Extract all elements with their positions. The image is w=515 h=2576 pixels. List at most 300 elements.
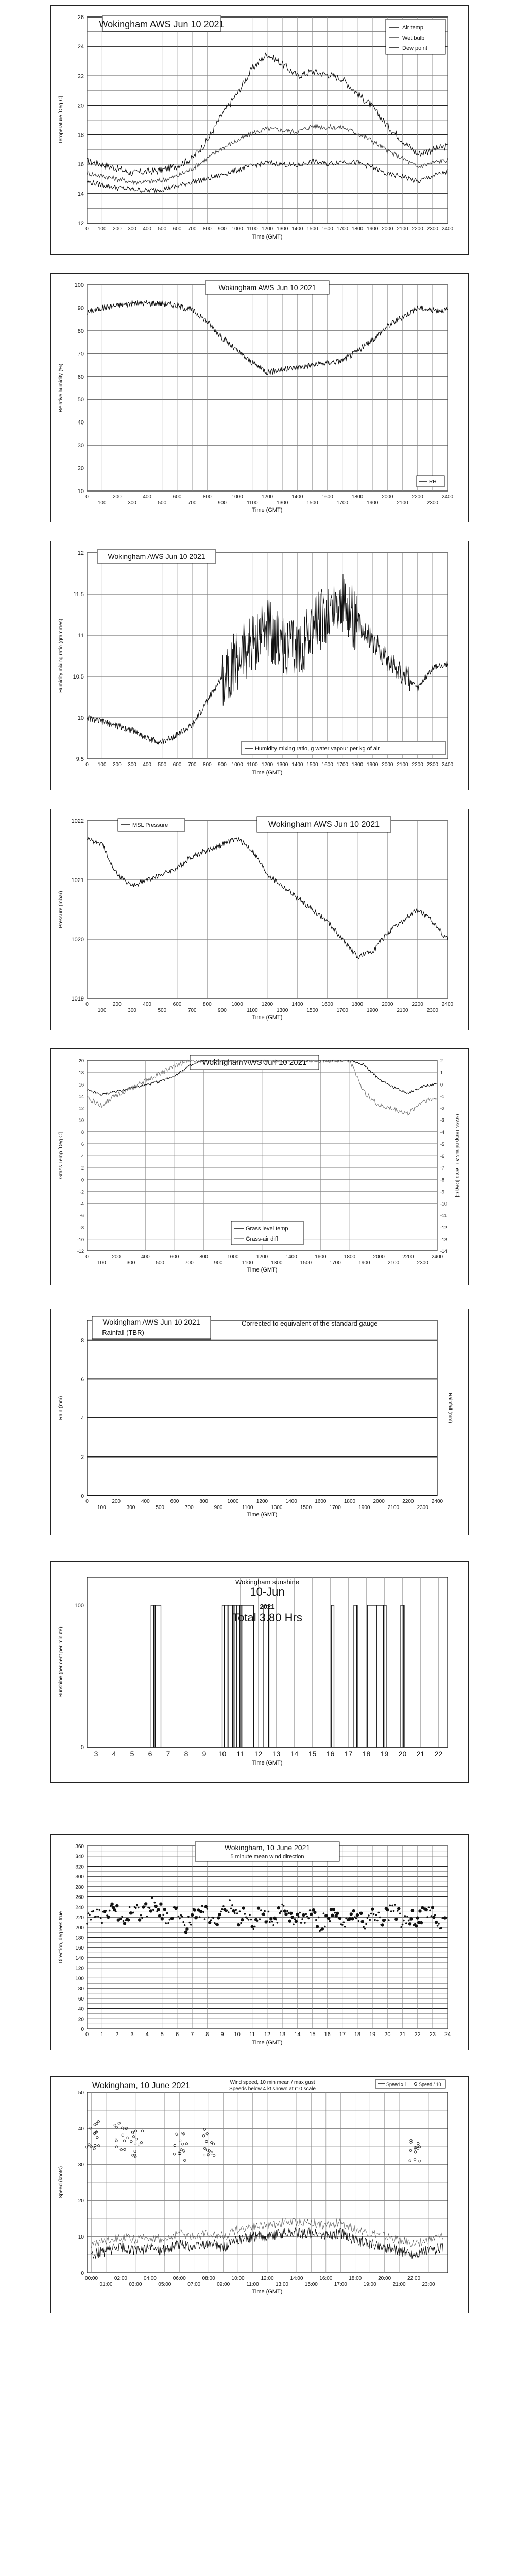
wind-direction-point [375, 1914, 377, 1916]
x-tick-label: 2100 [397, 226, 408, 232]
x-tick-label: 800 [199, 1254, 209, 1260]
x-tick-label: 1800 [351, 494, 364, 500]
y-tick-label: 220 [75, 1915, 84, 1921]
x-tick-label: 1700 [336, 1008, 348, 1013]
x-tick-label: 1500 [306, 1008, 318, 1013]
humidity-chart-panel [50, 273, 469, 522]
y-tick-label: 10 [77, 488, 84, 495]
wind-direction-point [327, 1917, 330, 1920]
wind-direction-point [167, 1922, 169, 1924]
x-tick-label: 500 [156, 1505, 165, 1511]
x-tick-label: 2200 [411, 226, 423, 232]
x-tick-label: 2400 [441, 762, 454, 768]
x-tick-label: 2000 [382, 1002, 393, 1007]
wind-direction-point [345, 1918, 347, 1920]
legend-label: Air temp [402, 25, 423, 31]
x-tick-label: 1900 [358, 1505, 370, 1511]
x-tick-label: 800 [202, 494, 212, 500]
x-tick-label: 07:00 [187, 2282, 201, 2287]
x-tick-label: 1700 [336, 500, 348, 506]
x-tick-label: 14:00 [290, 2276, 303, 2281]
x-tick-label: 1700 [329, 1505, 341, 1511]
x-tick-label: 2000 [382, 762, 393, 768]
x-tick-label: 18 [354, 2031, 361, 2038]
x-tick-label: 15:00 [304, 2282, 318, 2287]
wind-direction-point [295, 1920, 298, 1923]
x-tick-label: 1400 [291, 762, 303, 768]
x-tick-label: 22:00 [407, 2276, 421, 2281]
x-tick-label: 700 [184, 1260, 194, 1266]
chart-date: 10-Jun [250, 1585, 285, 1598]
wind-direction-point [140, 1914, 142, 1917]
wind-direction-point [429, 1910, 431, 1912]
x-tick-label: 3 [94, 1750, 98, 1758]
y2-tick-label: 0 [440, 1082, 443, 1088]
wind-direction-point [244, 1913, 246, 1915]
y-tick-label: 300 [75, 1874, 84, 1880]
x-tick-label: 9 [202, 1750, 207, 1758]
x-tick-label: 1300 [271, 1260, 283, 1266]
wind-direction-point [89, 1914, 91, 1916]
x-tick-label: 1600 [315, 1254, 327, 1260]
wind-direction-point [356, 1913, 359, 1917]
x-tick-label: 11:00 [246, 2282, 259, 2287]
y-axis-label: Speed (knots) [58, 2166, 64, 2199]
wind-direction-point [260, 1909, 262, 1911]
wind-direction-point [399, 1913, 401, 1915]
y-tick-label: 60 [77, 374, 84, 380]
y2-tick-label: -7 [440, 1165, 445, 1171]
legend-label: Dew point [402, 45, 427, 52]
wind-direction-point [141, 1917, 143, 1919]
wind-direction-point [121, 1916, 123, 1918]
wind-direction-point [217, 1916, 220, 1919]
wind-direction-point [163, 1908, 166, 1911]
wind-direction-point [202, 1911, 204, 1913]
wind-direction-point [157, 1908, 160, 1911]
y2-tick-label: 1 [440, 1070, 443, 1076]
wind-direction-point [394, 1918, 398, 1921]
chart-subtitle: Wind speed, 10 min mean / max gust [230, 2080, 315, 2086]
x-tick-label: 2100 [397, 1008, 408, 1013]
x-tick-label: 600 [173, 1002, 182, 1007]
wind-direction-point [159, 1902, 162, 1905]
wind-direction-point [254, 1926, 256, 1928]
wind-direction-point [355, 1918, 357, 1920]
x-axis-label: Time (GMT) [252, 770, 283, 776]
wind-direction-point [307, 1918, 310, 1920]
x-tick-label: 8 [205, 2031, 209, 2038]
x-tick-label: 2400 [431, 1499, 443, 1504]
wind-direction-point [379, 1917, 381, 1919]
x-tick-label: 13 [279, 2031, 286, 2038]
wind-direction-point [152, 1909, 154, 1911]
y-tick-label: 0 [81, 2027, 84, 2032]
wind-direction-point [259, 1918, 261, 1920]
chart-total: Total 3.80 Hrs [232, 1611, 302, 1624]
x-tick-label: 1300 [277, 1008, 288, 1013]
x-tick-label: 5 [160, 2031, 164, 2038]
x-tick-label: 06:00 [173, 2276, 186, 2281]
x-tick-label: 300 [128, 226, 136, 232]
wind-direction-chart-panel [50, 1834, 469, 2050]
y-tick-label: 50 [77, 397, 84, 403]
x-tick-label: 24 [444, 2031, 451, 2038]
wind-direction-point [321, 1927, 324, 1930]
x-tick-label: 2100 [387, 1260, 400, 1266]
wind-direction-point [109, 1910, 111, 1912]
pressure-chart-panel [50, 809, 469, 1030]
y-axis-label: Rain (mm) [58, 1396, 64, 1420]
x-tick-label: 2400 [441, 1002, 454, 1007]
wind-direction-point [184, 1924, 186, 1926]
wind-direction-point [384, 1919, 386, 1921]
x-tick-label: 2100 [387, 1505, 400, 1511]
wind-direction-point [210, 1919, 212, 1921]
y-tick-label: 6 [81, 1141, 84, 1147]
x-tick-label: 0 [85, 1254, 89, 1260]
wind-direction-point [251, 1925, 254, 1928]
legend-label: Grass level temp [246, 1226, 288, 1232]
y2-axis-label: Grass Temp minus Air Temp [Deg C] [454, 1114, 460, 1197]
plot-area [87, 1320, 437, 1496]
x-tick-label: 20 [384, 2031, 391, 2038]
wind-direction-point [440, 1927, 442, 1929]
y-tick-label: -2 [79, 1189, 84, 1195]
x-tick-label: 300 [126, 1260, 135, 1266]
wind-direction-point [289, 1912, 293, 1915]
chart-title: Wokingham AWS Jun 10 2021 [108, 552, 205, 561]
x-tick-label: 1600 [321, 226, 333, 232]
y-tick-label: 180 [75, 1935, 84, 1941]
wind-direction-point [241, 1918, 244, 1921]
y-tick-label: 240 [75, 1905, 84, 1911]
x-tick-label: 300 [128, 500, 136, 506]
x-tick-label: 1600 [321, 494, 333, 500]
x-tick-label: 23 [429, 2031, 436, 2038]
legend-label: Humidity mixing ratio, g water vapour per kg of air [255, 745, 380, 752]
wind-direction-point [129, 1906, 131, 1908]
x-tick-label: 20 [398, 1750, 407, 1758]
wind-direction-point [425, 1908, 428, 1911]
wind-direction-point [97, 1916, 99, 1918]
wind-speed-chart-panel [50, 2076, 469, 2313]
wind-direction-chart [51, 1835, 469, 2051]
wind-direction-point [376, 1920, 379, 1922]
x-tick-label: 500 [158, 500, 167, 506]
y-tick-label: 26 [77, 14, 84, 21]
y2-tick-label: -3 [440, 1117, 445, 1123]
x-tick-label: 16 [324, 2031, 331, 2038]
wind-direction-point [222, 1905, 225, 1907]
x-tick-label: 1600 [321, 1002, 333, 1007]
x-tick-label: 1700 [329, 1260, 341, 1266]
y-tick-label: 4 [81, 1415, 84, 1421]
x-tick-label: 1200 [256, 1254, 268, 1260]
x-tick-label: 21 [416, 1750, 425, 1758]
wind-direction-point [127, 1918, 130, 1921]
y-tick-label: 1019 [71, 996, 84, 1002]
wind-direction-point [135, 1907, 137, 1909]
x-tick-label: 17:00 [334, 2282, 347, 2287]
wind-direction-point [86, 1923, 88, 1925]
y2-tick-label: -5 [440, 1141, 445, 1147]
wind-direction-point [257, 1906, 260, 1909]
y-tick-label: 200 [75, 1925, 84, 1931]
x-axis-label: Time (GMT) [247, 1267, 278, 1273]
x-tick-label: 700 [187, 226, 197, 232]
wind-direction-point [434, 1914, 436, 1917]
wind-direction-point [374, 1919, 376, 1921]
wind-direction-point [179, 1918, 181, 1920]
x-tick-label: 00:00 [85, 2276, 98, 2281]
wind-direction-point [264, 1910, 266, 1912]
wind-direction-point [309, 1909, 311, 1911]
x-tick-label: 7 [166, 1750, 170, 1758]
wind-direction-point [435, 1921, 438, 1924]
x-tick-label: 01:00 [99, 2282, 113, 2287]
y2-tick-label: 2 [440, 1058, 443, 1063]
wind-direction-point [393, 1910, 395, 1912]
chart-title: Wokingham, 10 June 2021 [224, 1843, 311, 1852]
x-tick-label: 900 [218, 226, 227, 232]
legend-label: Speed / 10 [419, 2082, 441, 2087]
x-tick-label: 4 [145, 2031, 149, 2038]
x-tick-label: 1200 [261, 1002, 273, 1007]
wind-direction-point [161, 1917, 164, 1920]
wind-direction-point [199, 1916, 201, 1918]
wind-direction-point [286, 1910, 288, 1912]
y-axis-label: Direction, degrees true [58, 1911, 64, 1964]
wind-direction-point [358, 1920, 360, 1922]
x-tick-label: 1400 [291, 1002, 303, 1007]
x-tick-label: 1100 [247, 762, 258, 768]
x-tick-label: 600 [170, 1499, 179, 1504]
wind-direction-point [204, 1905, 208, 1908]
wind-direction-point [181, 1916, 183, 1918]
wind-direction-point [235, 1909, 237, 1911]
wind-direction-point [138, 1918, 141, 1921]
x-tick-label: 2000 [373, 1254, 385, 1260]
x-tick-label: 1000 [227, 1499, 239, 1504]
y2-tick-label: -9 [440, 1189, 445, 1195]
x-tick-label: 0 [85, 1002, 89, 1007]
wind-direction-point [288, 1920, 291, 1923]
wind-direction-point [369, 1919, 371, 1921]
y-axis-label: Humidity mixing ratio (grammes) [58, 619, 64, 693]
wind-direction-point [316, 1925, 319, 1928]
x-tick-label: 05:00 [158, 2282, 171, 2287]
x-tick-label: 2300 [426, 500, 438, 506]
x-tick-label: 1300 [277, 500, 288, 506]
y-tick-label: 10 [77, 715, 84, 721]
x-tick-label: 15 [309, 2031, 316, 2038]
x-tick-label: 1200 [256, 1499, 268, 1504]
x-tick-label: 14 [294, 2031, 301, 2038]
wind-direction-point [277, 1922, 279, 1924]
x-tick-label: 2200 [402, 1254, 414, 1260]
x-tick-label: 2400 [441, 226, 454, 232]
x-tick-label: 600 [170, 1254, 179, 1260]
chart-title: Wokingham AWS Jun 10 2021 [202, 1058, 307, 1067]
x-tick-label: 1900 [367, 1008, 379, 1013]
wind-direction-point [338, 1917, 341, 1920]
wind-direction-point [249, 1914, 251, 1916]
wind-direction-point [207, 1908, 209, 1910]
wind-direction-point [315, 1919, 317, 1921]
x-tick-label: 14 [290, 1750, 299, 1758]
wind-direction-point [115, 1910, 117, 1912]
wind-direction-point [226, 1910, 228, 1912]
x-tick-label: 600 [173, 226, 182, 232]
x-tick-label: 1500 [306, 500, 318, 506]
y-tick-label: 1021 [71, 877, 84, 884]
wind-direction-point [386, 1908, 389, 1911]
x-tick-label: 1000 [231, 1002, 243, 1007]
x-tick-label: 400 [143, 762, 152, 768]
x-tick-label: 18 [362, 1750, 371, 1758]
y-tick-label: 20 [77, 465, 84, 472]
x-tick-label: 0 [85, 1499, 89, 1504]
x-tick-label: 400 [143, 226, 152, 232]
x-tick-label: 15 [308, 1750, 317, 1758]
y-tick-label: -10 [77, 1236, 84, 1242]
chart-note: Corrected to equivalent of the standard gauge [242, 1319, 378, 1327]
wind-direction-point [120, 1918, 122, 1920]
y-tick-label: 20 [78, 2198, 84, 2204]
wind-direction-point [154, 1905, 158, 1908]
wind-direction-point [221, 1908, 224, 1910]
x-tick-label: 600 [173, 494, 182, 500]
wind-direction-point [105, 1910, 107, 1912]
y-tick-label: 11.5 [73, 591, 84, 598]
wind-direction-point [370, 1913, 372, 1915]
x-tick-label: 1400 [291, 494, 303, 500]
wind-direction-point [237, 1923, 240, 1926]
y-tick-label: -4 [79, 1201, 84, 1207]
x-tick-label: 400 [143, 494, 152, 500]
wind-direction-point [95, 1916, 97, 1918]
wind-direction-point [391, 1905, 393, 1907]
wind-direction-point [149, 1907, 151, 1909]
legend-label: Wet bulb [402, 35, 425, 41]
x-tick-label: 900 [214, 1260, 223, 1266]
y-tick-label: 320 [75, 1864, 84, 1870]
y-tick-label: 10.5 [73, 674, 84, 680]
y-tick-label: 1022 [71, 818, 84, 824]
x-tick-label: 1200 [261, 226, 273, 232]
x-tick-label: 200 [112, 1254, 121, 1260]
wind-direction-point [213, 1917, 215, 1919]
x-tick-label: 1100 [242, 1260, 253, 1266]
wind-direction-point [431, 1915, 433, 1917]
wind-direction-point [220, 1911, 222, 1913]
x-tick-label: 2400 [441, 494, 454, 500]
wind-direction-point [163, 1914, 165, 1916]
wind-direction-point [266, 1920, 268, 1922]
wind-direction-point [176, 1906, 178, 1908]
wind-direction-point [402, 1924, 404, 1926]
y-tick-label: 120 [75, 1965, 84, 1972]
y2-tick-label: -6 [440, 1154, 445, 1159]
y-tick-label: 10 [78, 1117, 84, 1123]
pressure-chart [51, 809, 469, 1031]
x-tick-label: 400 [141, 1254, 150, 1260]
wind-direction-point [123, 1922, 126, 1925]
y-tick-label: 11 [78, 633, 84, 639]
x-axis-label: Time (GMT) [252, 234, 283, 240]
x-tick-label: 19 [380, 1750, 389, 1758]
x-tick-label: 20:00 [378, 2276, 391, 2281]
y-tick-label: 30 [77, 443, 84, 449]
wind-direction-point [364, 1928, 366, 1930]
x-tick-label: 5 [130, 1750, 134, 1758]
y-tick-label: 2 [81, 1165, 84, 1171]
x-tick-label: 2400 [431, 1254, 443, 1260]
legend-label: MSL Pressure [132, 822, 168, 828]
x-tick-label: 900 [218, 1008, 227, 1013]
wind-direction-point [305, 1913, 307, 1916]
humidity-chart [51, 274, 469, 523]
x-tick-label: 18:00 [349, 2276, 362, 2281]
x-tick-label: 17 [344, 1750, 353, 1758]
y-tick-label: 16 [77, 161, 84, 168]
x-tick-label: 0 [85, 494, 89, 500]
wind-direction-point [269, 1917, 272, 1920]
y-tick-label: 20 [78, 2016, 84, 2023]
wind-direction-point [218, 1913, 221, 1916]
y-tick-label: 2 [81, 1454, 84, 1461]
x-tick-label: 1700 [336, 226, 348, 232]
wind-direction-point [408, 1920, 410, 1922]
y-tick-label: 260 [75, 1894, 84, 1901]
wind-direction-point [400, 1926, 402, 1928]
wind-direction-point [229, 1899, 231, 1901]
y-tick-label: 40 [78, 2126, 84, 2132]
x-tick-label: 2200 [411, 762, 423, 768]
y-tick-label: 8 [81, 1129, 84, 1135]
wind-direction-point [279, 1912, 281, 1914]
y-tick-label: 18 [78, 1070, 84, 1076]
x-tick-label: 2200 [411, 494, 423, 500]
wind-direction-point [361, 1920, 364, 1923]
wind-direction-point [390, 1910, 392, 1912]
y-tick-label: 40 [77, 419, 84, 426]
x-tick-label: 1400 [285, 1499, 297, 1504]
x-tick-label: 1200 [261, 494, 273, 500]
wind-direction-point [166, 1912, 168, 1914]
x-tick-label: 10:00 [231, 2276, 245, 2281]
wind-direction-point [329, 1920, 331, 1922]
x-tick-label: 1100 [247, 500, 258, 506]
wind-direction-point [299, 1912, 301, 1914]
x-tick-label: 800 [202, 1002, 212, 1007]
wind-direction-point [368, 1914, 370, 1917]
x-tick-label: 600 [173, 762, 182, 768]
y-tick-label: -8 [79, 1225, 84, 1230]
chart-subtitle: 5 minute mean wind direction [230, 1854, 304, 1860]
x-tick-label: 1300 [271, 1505, 283, 1511]
y-tick-label: 80 [77, 328, 84, 334]
y-tick-label: 18 [77, 132, 84, 139]
x-tick-label: 200 [112, 762, 122, 768]
rainfall-chart-panel [50, 1309, 469, 1535]
wind-direction-point [367, 1917, 369, 1919]
wind-direction-point [187, 1916, 190, 1918]
chart-title: Wokingham AWS Jun 10 2021 [268, 820, 380, 829]
x-tick-label: 700 [187, 500, 197, 506]
wind-direction-point [146, 1916, 148, 1918]
